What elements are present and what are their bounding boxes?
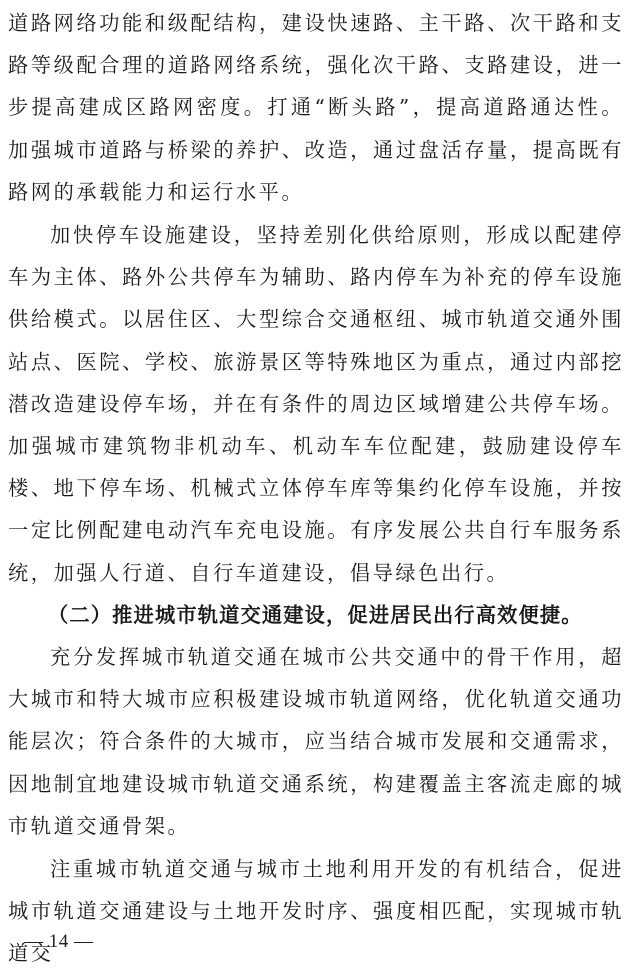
paragraph-rail-transit-role: 充分发挥城市轨道交通在城市公共交通中的骨干作用，超大城市和特大城市应积极建设城市轨道网络，优化轨道交通功能层次；符合条件的大城市，应当结合城市发展和交通需求，因地制宜地建设城市轨道交通系统，构建覆盖主客流走廊的城市轨道交通骨架。 (8, 645, 624, 838)
paragraph-parking-facilities: 加快停车设施建设，坚持差别化供给原则，形成以配建停车为主体、路外公共停车为辅助、路内停车为补充的停车设施供给模式。以居住区、大型综合交通枢纽、城市轨道交通外围站点、医院、学校、旅游景区等特殊地区为重点，通过内部挖潜改造建设停车场，并在有条件的周边区域增建公共停车场。加强城市建筑物非机动车、机动车车位配建，鼓励建设停车楼、地下停车场、机械式立体停车库等集约化停车设施，并按一定比例配建电动汽车充电设施。有序发展公共自行车服务系统，加强人行道、自行车道建设，倡导绿色出行。 (8, 223, 624, 585)
paragraph-road-network: 道路网络功能和级配结构，建设快速路、主干路、次干路和支路等级配合理的道路网络系统，强化次干路、支路建设，进一步提高建成区路网密度。打通“断头路”，提高道路通达性。加强城市道路与桥梁的养护、改造，通过盘活存量，提高既有路网的承载能力和运行水平。 (8, 11, 624, 204)
page-number: — 14 — (24, 931, 94, 952)
paragraph-rail-land-use: 注重城市轨道交通与城市土地利用开发的有机结合，促进城市轨道交通建设与土地开发时序、强度相匹配，实现城市轨道交 (8, 857, 624, 966)
section-heading-rail-transit: （二）推进城市轨道交通建设，促进居民出行高效便捷。 (48, 603, 583, 627)
